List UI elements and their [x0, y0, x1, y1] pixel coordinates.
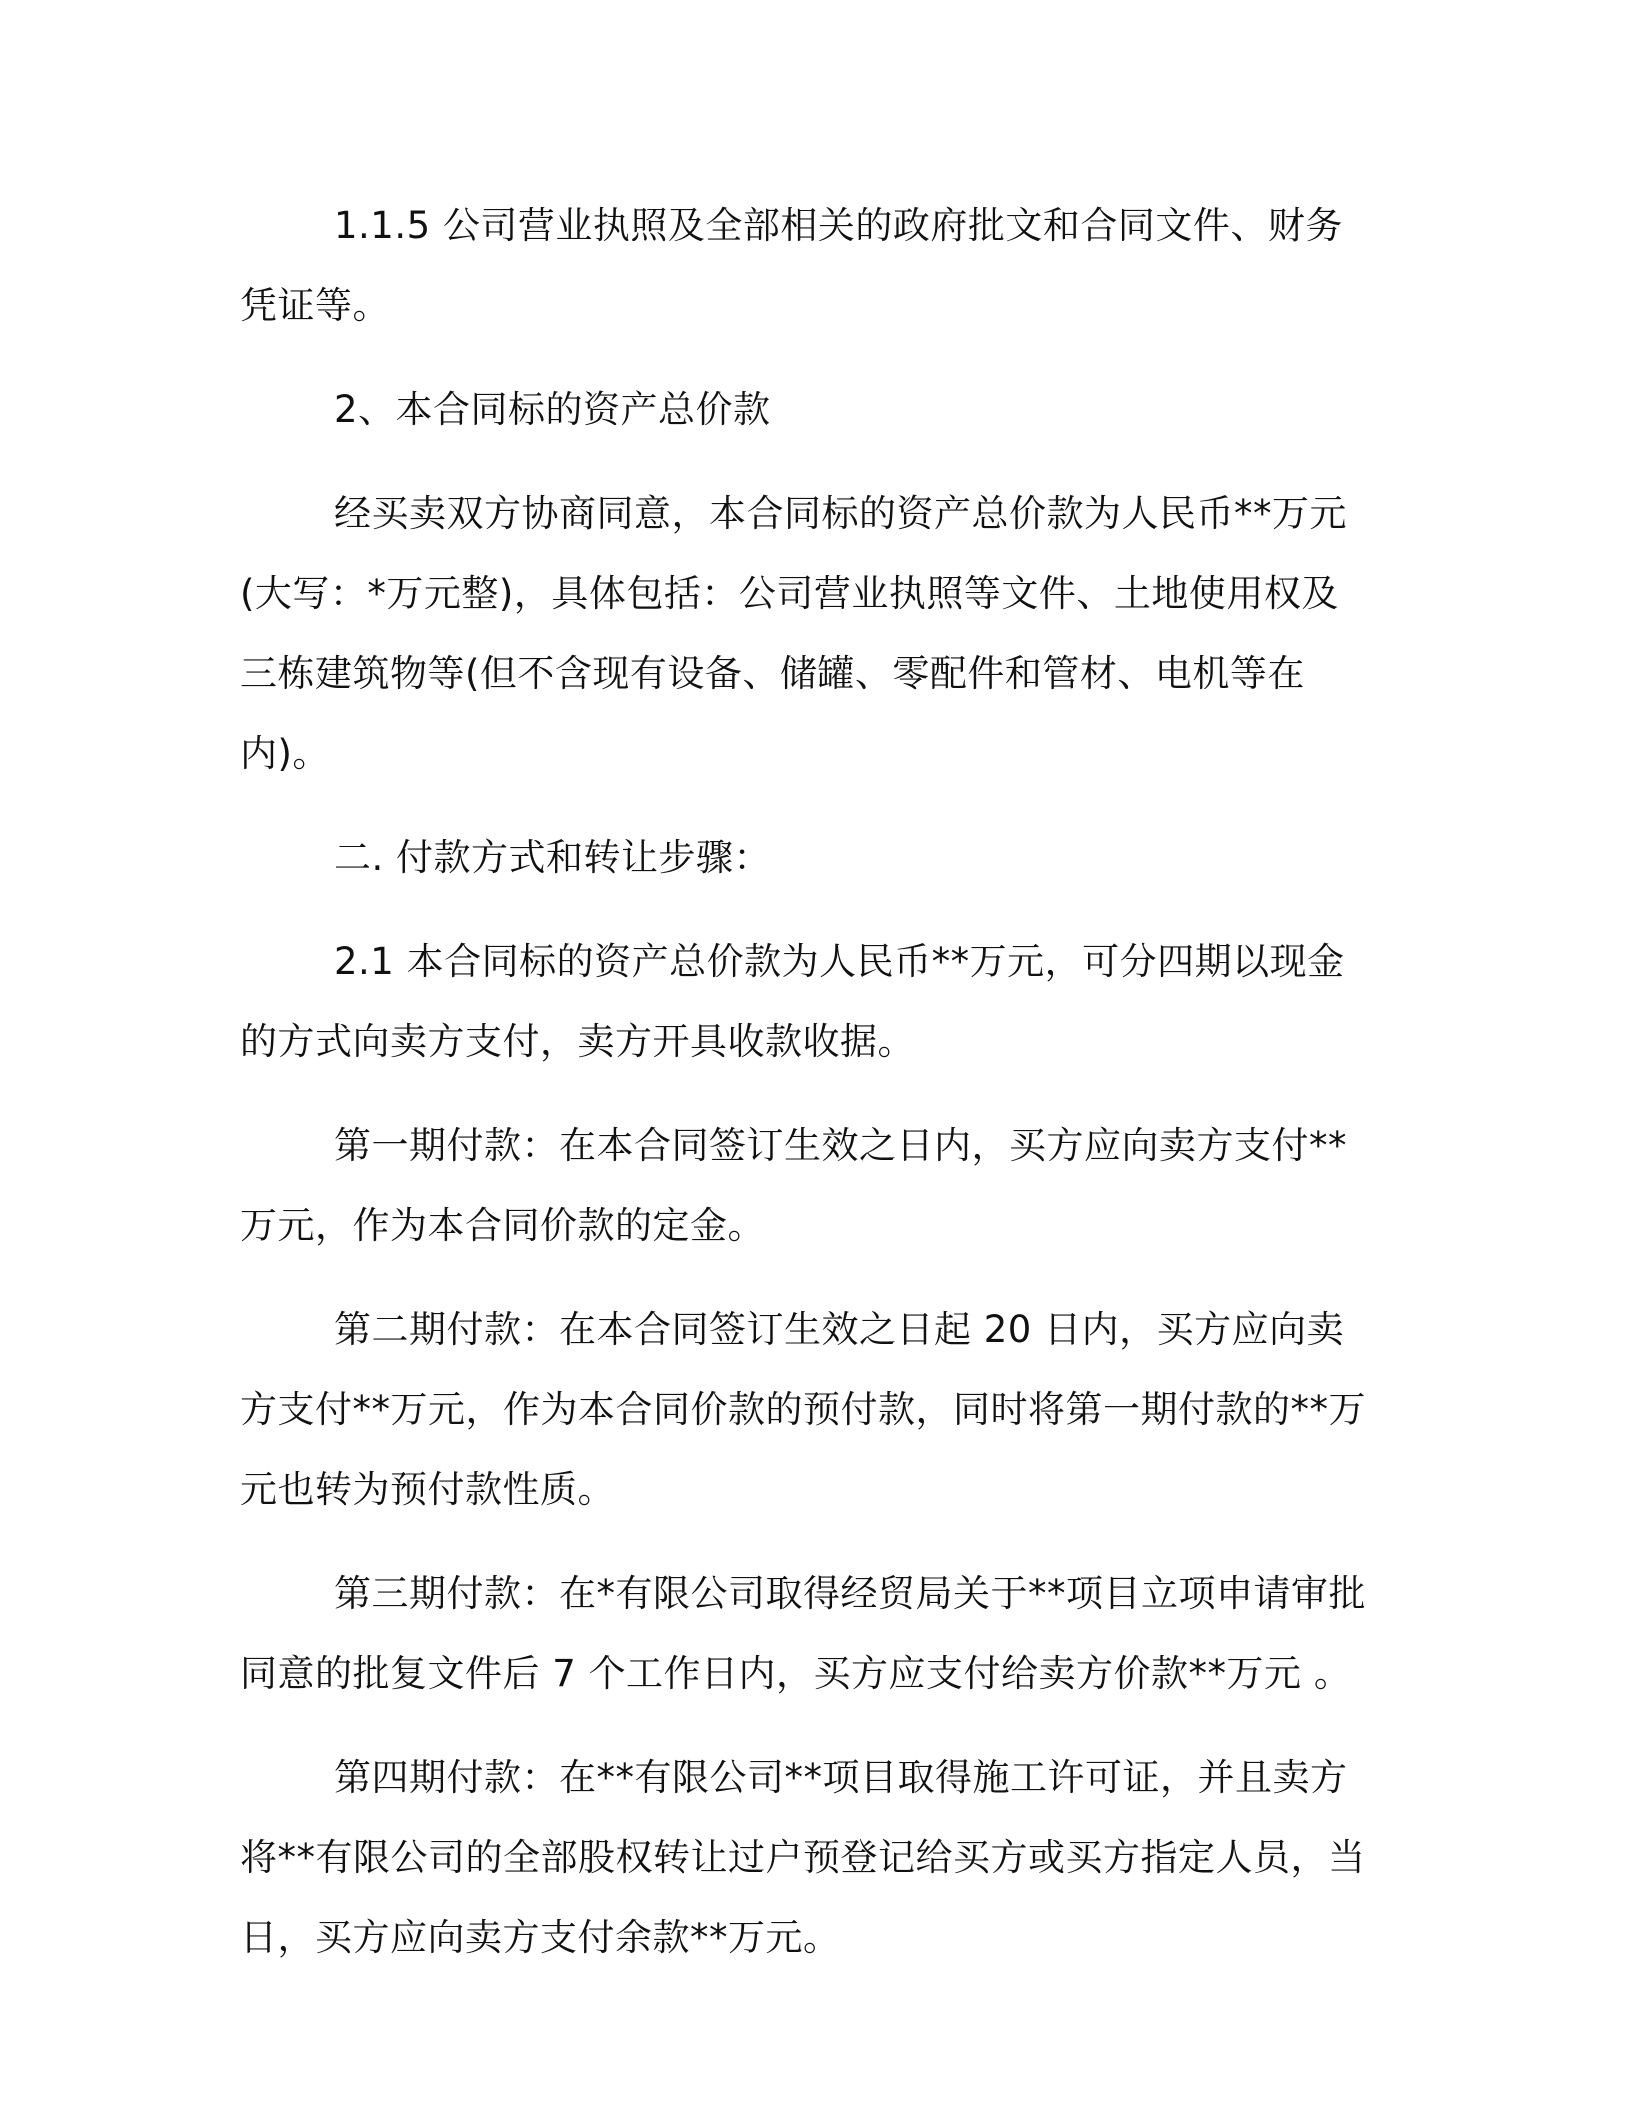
paragraph-total-price: 经买卖双方协商同意，本合同标的资产总价款为人民币**万元(大写：*万元整)，具体包括：公司营业执照等文件、土地使用权及三栋建筑物等(但不含现有设备、储罐、零配件和管材、电机等在内)。 — [240, 492, 1347, 775]
paragraph-third-payment: 第三期付款：在*有限公司取得经贸局关于**项目立项申请审批同意的批复文件后 7 个工作日内，买方应支付给卖方价款**万元 。 — [240, 1572, 1366, 1695]
paragraph-2-1: 2.1 本合同标的资产总价款为人民币**万元，可分四期以现金的方式向卖方支付，卖方开具收款收据。 — [240, 940, 1345, 1063]
section-heading-payment: 二. 付款方式和转让步骤： — [334, 836, 772, 879]
paragraph-second-payment: 第二期付款：在本合同签订生效之日起 20 日内，买方应向卖方支付**万元，作为本合同价款的预付款，同时将第一期付款的**万元也转为预付款性质。 — [240, 1308, 1366, 1511]
paragraph-1-1-5: 1.1.5 公司营业执照及全部相关的政府批文和合同文件、财务凭证等。 — [240, 204, 1343, 327]
paragraph-first-payment: 第一期付款：在本合同签订生效之日内，买方应向卖方支付**万元，作为本合同价款的定金。 — [240, 1124, 1347, 1247]
document-body — [240, 186, 1370, 2002]
section-heading-total-price: 2、本合同标的资产总价款 — [334, 388, 771, 431]
paragraph-fourth-payment: 第四期付款：在**有限公司**项目取得施工许可证，并且卖方将**有限公司的全部股权转让过户预登记给买方或买方指定人员，当日，买方应向卖方支付余款**万元。 — [240, 1756, 1366, 1959]
